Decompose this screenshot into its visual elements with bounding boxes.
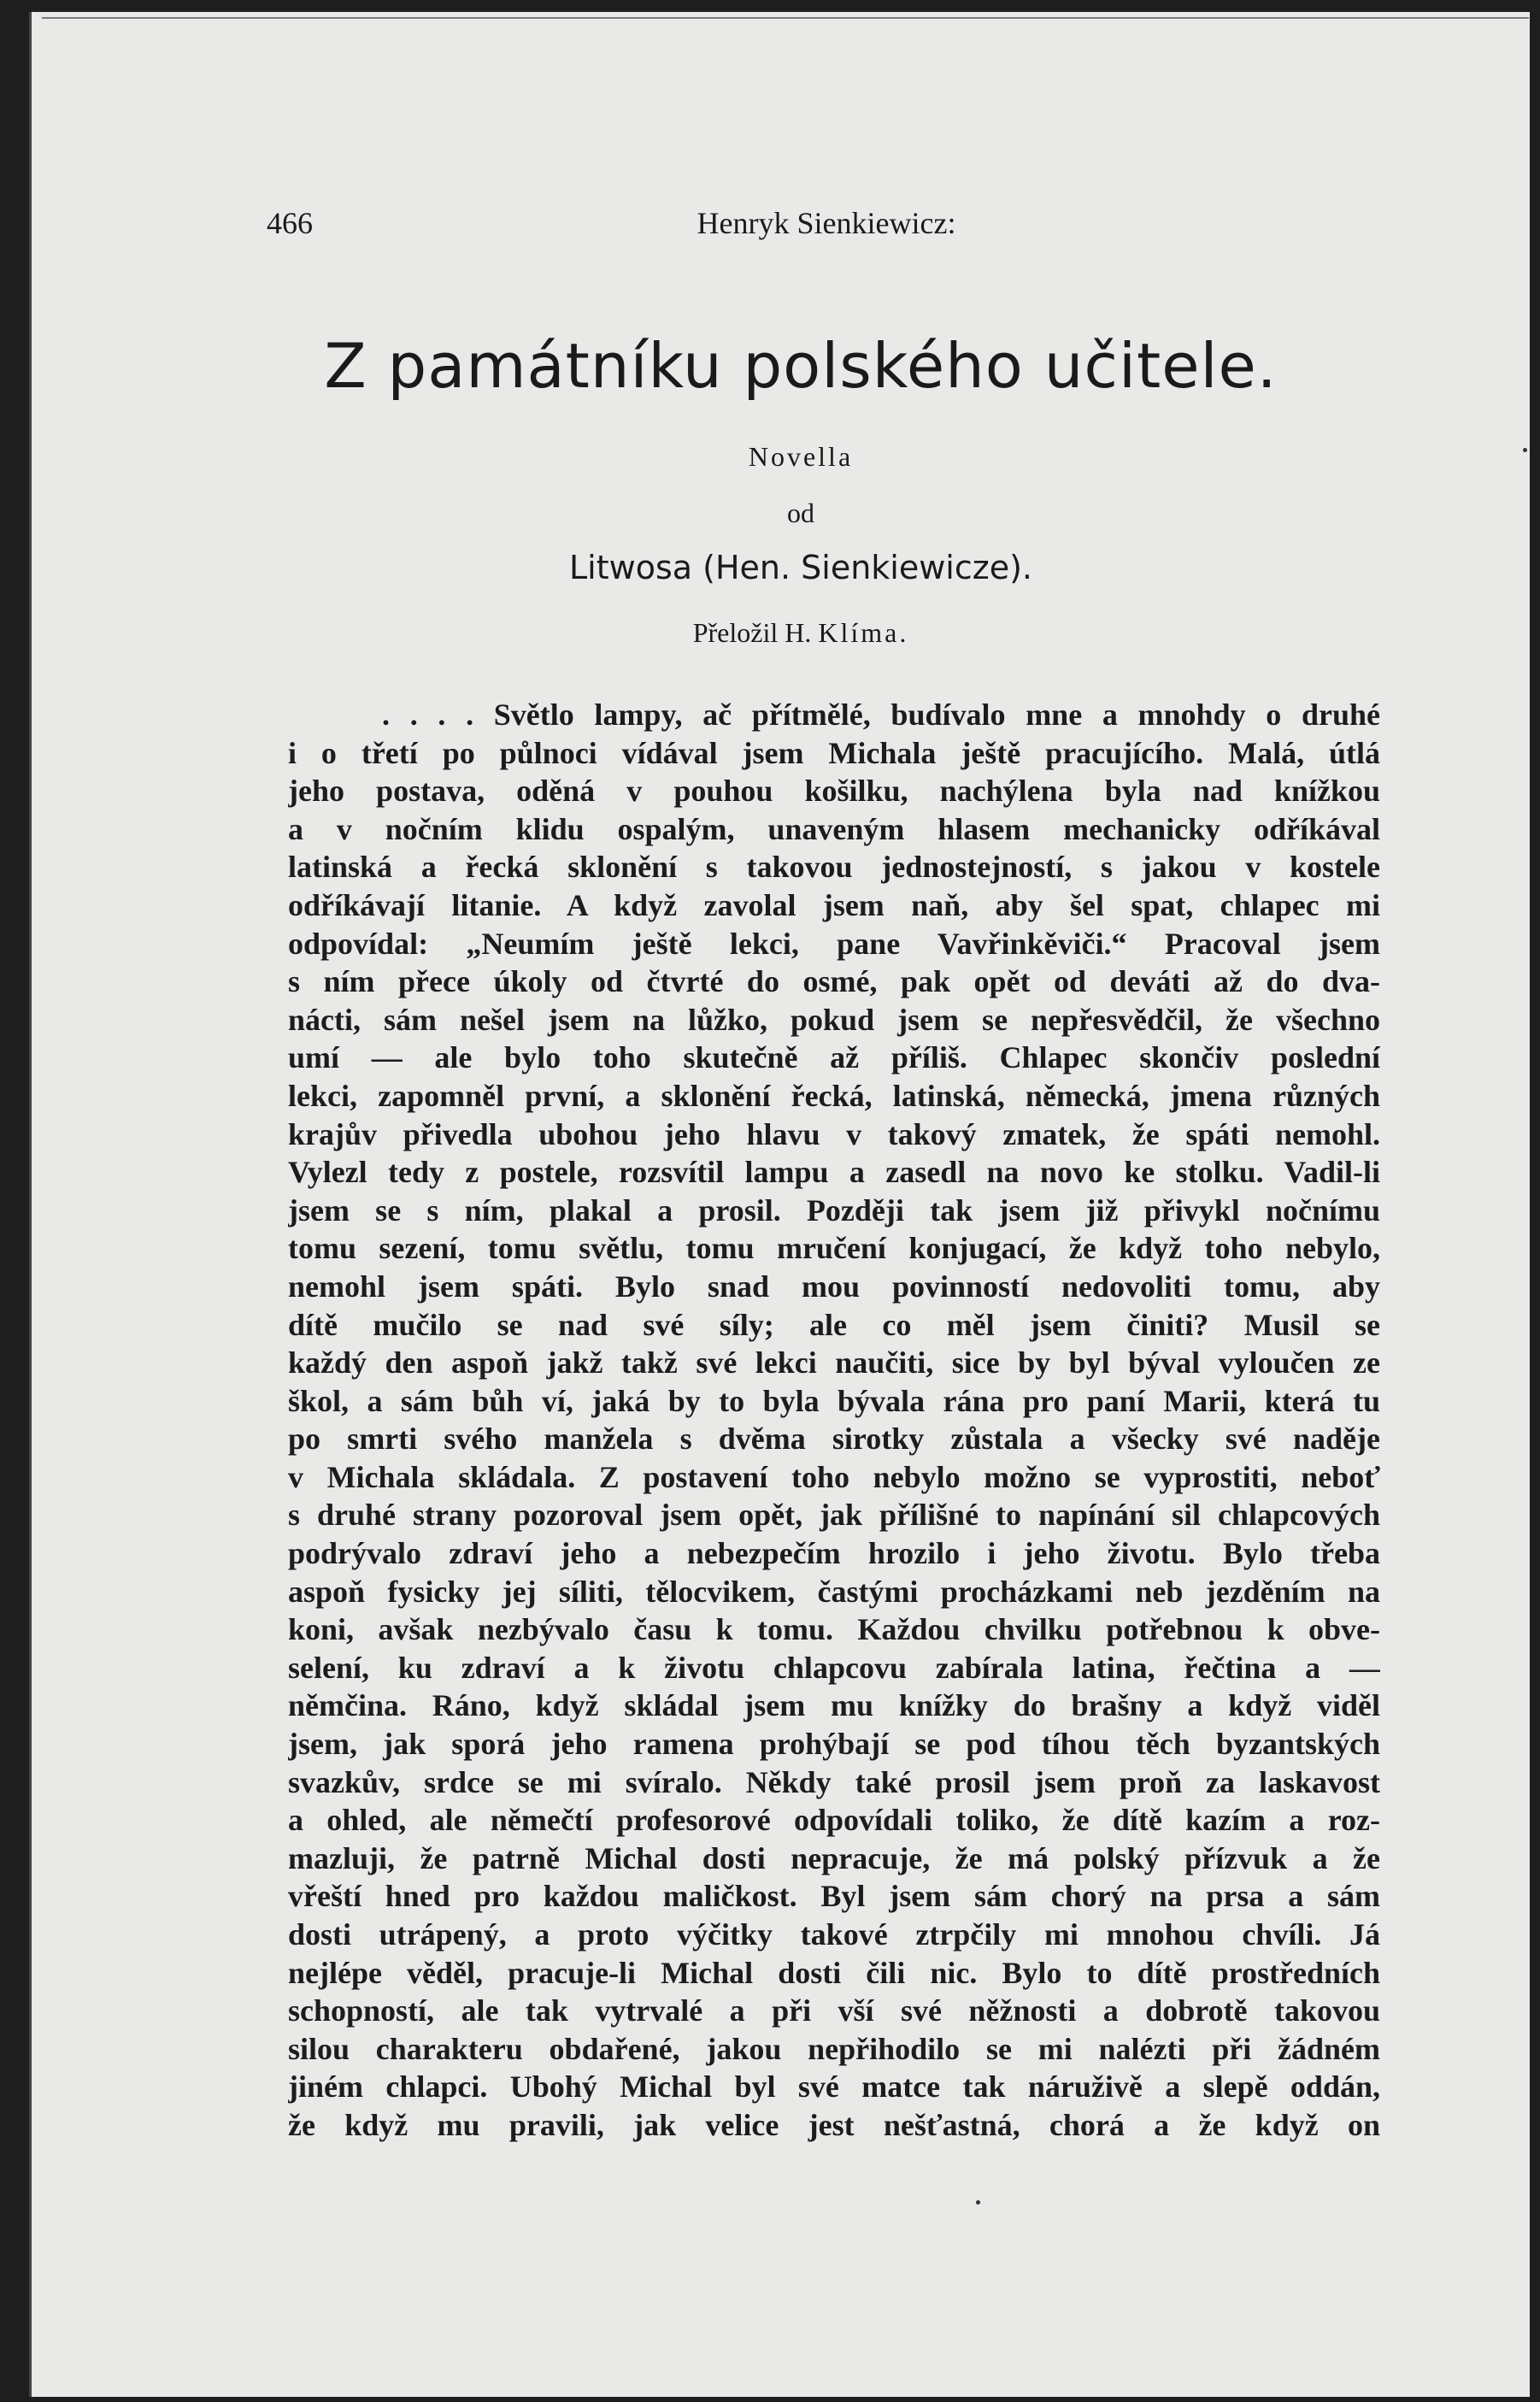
body-line: s druhé strany pozoroval jsem opět, jak přílišné to napínání sil chlapcových bbox=[288, 1498, 1380, 1533]
page-edge-line bbox=[42, 17, 1529, 19]
body-line: s ním přece úkoly od čtvrté do osmé, pak opět od deváti až do dva- bbox=[288, 964, 1380, 999]
genre-label: Novella bbox=[748, 441, 854, 472]
body-line: jsem, jak sporá jeho ramena prohýbají se pod tíhou těch byzantských bbox=[288, 1727, 1380, 1762]
body-line: jiném chlapci. Ubohý Michal byl své matce tak náruživě a slepě oddán, bbox=[288, 2069, 1380, 2105]
body-line: nácti, sám nešel jsem na lůžko, pokud jsem se nepřesvědčil, že všechno bbox=[288, 1002, 1380, 1037]
author-line: Litwosa (Hen. Sienkiewicze). bbox=[569, 549, 1032, 586]
page-header bbox=[267, 205, 1386, 239]
body-line: nejlépe věděl, pracuje-li Michal dosti čili nic. Bylo to dítě prostředních bbox=[288, 1955, 1380, 1990]
body-line: nemohl jsem spáti. Bylo snad mou povinností nedovoliti tomu, aby bbox=[288, 1269, 1380, 1304]
body-line: že když mu pravili, jak velice jest nešťastná, chorá a že když on bbox=[288, 2107, 1380, 2142]
ink-speck bbox=[1523, 448, 1527, 452]
book-page bbox=[29, 12, 1530, 2397]
ink-speck bbox=[976, 2200, 980, 2205]
body-line: a v nočním klidu ospalým, unaveným hlasem mechanicky odříkával bbox=[288, 811, 1380, 846]
body-line: aspoň fysicky jej síliti, tělocvikem, častými procházkami neb jezděním na bbox=[288, 1574, 1380, 1609]
body-line: krajův přivedla ubohou jeho hlavu v takový zmatek, že spáti nemohl. bbox=[288, 1116, 1380, 1151]
body-line: podrývalo zdraví jeho a nebezpečím hrozilo i jeho životu. Bylo třeba bbox=[288, 1536, 1380, 1571]
running-head: Henryk Sienkiewicz: bbox=[697, 206, 956, 240]
body-line: mazluji, že patrně Michal dosti nepracuje, že má polský přízvuk a že bbox=[288, 1840, 1380, 1875]
body-line: každý den aspoň jakž takž své lekci naučiti, sice by byl býval vyloučen ze bbox=[288, 1345, 1380, 1381]
page-number: 466 bbox=[267, 206, 313, 240]
body-line: vřeští hned pro každou maličkost. Byl jsem sám chorý na prsa a sám bbox=[288, 1879, 1380, 1914]
body-line: škol, a sám bůh ví, jaká by to byla bývala rána pro paní Marii, která tu bbox=[288, 1383, 1380, 1418]
body-line: dosti utrápený, a proto výčitky takové ztrpčily mi mnohou chvíli. Já bbox=[288, 1917, 1380, 1952]
by-line: od bbox=[787, 497, 814, 528]
translator-name: Klíma. bbox=[818, 617, 909, 648]
body-line: selení, ku zdraví a k životu chlapcovu zabírala latina, řečtina a — bbox=[288, 1650, 1380, 1685]
body-line: v Michala skládala. Z postavení toho nebylo možno se vyprostiti, neboť bbox=[288, 1459, 1380, 1494]
body-line: jsem se s ním, plakal a prosil. Později tak jsem již přivykl nočnímu bbox=[288, 1192, 1380, 1227]
translator-prefix: Přeložil H. bbox=[692, 617, 812, 648]
body-line: tomu sezení, tomu světlu, tomu mručení konjugací, že když toho nebylo, bbox=[288, 1231, 1380, 1266]
translator-line bbox=[459, 617, 1143, 649]
body-line: umí — ale bylo toho skutečně až příliš. Chlapec skončiv poslední bbox=[288, 1040, 1380, 1075]
body-line: po smrti svého manžela s dvěma sirotky zůstala a všecky své naděje bbox=[288, 1422, 1380, 1457]
body-line: koni, avšak nezbývalo času k tomu. Každou chvilku potřebnou k obve- bbox=[288, 1612, 1380, 1647]
body-line: odpovídal: „Neumím ještě lekci, pane Vavřinkěviči.“ Pracoval jsem bbox=[288, 926, 1380, 961]
body-line: i o třetí po půlnoci vídával jsem Michala ještě pracujícího. Malá, útlá bbox=[288, 735, 1380, 770]
body-line: svazkův, srdce se mi svíralo. Někdy také prosil jsem proň za laskavost bbox=[288, 1764, 1380, 1799]
body-line: dítě mučilo se nad své síly; ale co měl jsem činiti? Musil se bbox=[288, 1307, 1380, 1342]
story-title: Z památníku polského učitele. bbox=[324, 330, 1278, 402]
body-line: a ohled, ale němečtí profesorové odpovídali toliko, že dítě kazím a roz- bbox=[288, 1803, 1380, 1838]
body-line: odříkávají litanie. A když zavolal jsem naň, aby šel spat, chlapec mi bbox=[288, 887, 1380, 922]
body-line: . . . . Světlo lampy, ač přítmělé, budívalo mne a mnohdy o druhé bbox=[382, 698, 1380, 732]
body-line: němčina. Ráno, když skládal jsem mu knížky do brašny a když viděl bbox=[288, 1688, 1380, 1723]
body-text bbox=[288, 696, 1380, 2145]
body-line: silou charakteru obdařené, jakou nepřihodilo se mi nalézti při žádném bbox=[288, 2031, 1380, 2066]
body-line: lekci, zapomněl první, a sklonění řecká, latinská, německá, jmena různých bbox=[288, 1078, 1380, 1113]
body-line: schopností, ale tak vytrvalé a při vší své něžnosti a dobrotě takovou bbox=[288, 1993, 1380, 2028]
body-line: Vylezl tedy z postele, rozsvítil lampu a zasedl na novo ke stolku. Vadil-li bbox=[288, 1155, 1380, 1190]
body-line: latinská a řecká sklonění s takovou jednostejností, s jakou v kostele bbox=[288, 850, 1380, 885]
body-line: jeho postava, oděná v pouhou košilku, nachýlena byla nad knížkou bbox=[288, 774, 1380, 809]
